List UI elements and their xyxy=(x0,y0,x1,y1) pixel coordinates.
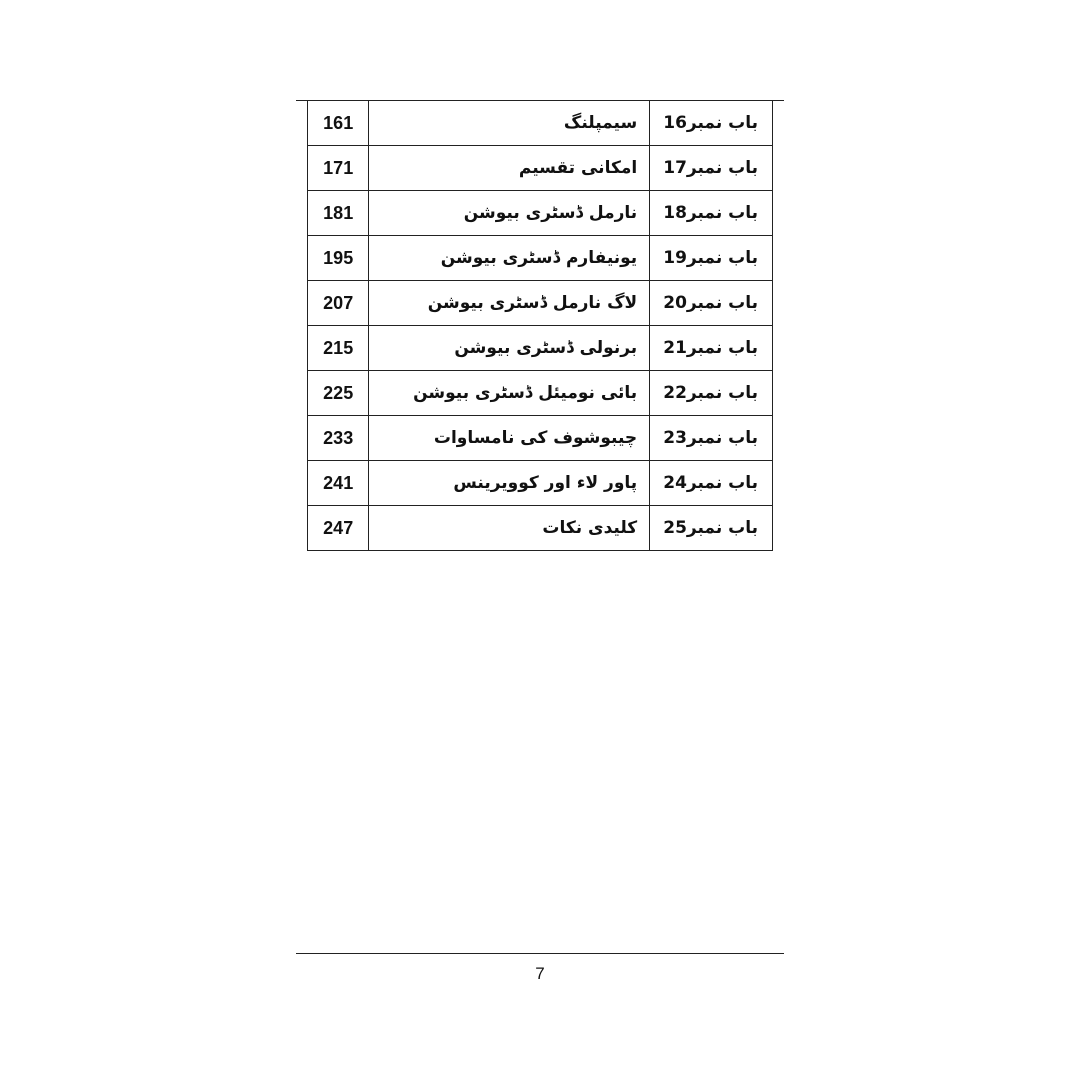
chapter-title-cell: سیمپلنگ xyxy=(369,101,650,146)
table-row xyxy=(308,236,773,281)
page-number-cell: 171 xyxy=(308,146,369,191)
page-number-cell: 161 xyxy=(308,101,369,146)
table-row xyxy=(308,461,773,506)
chapter-title-cell: چیبوشوف کی نامساوات xyxy=(369,416,650,461)
table-row xyxy=(308,326,773,371)
chapter-label-cell: باب نمبر21 xyxy=(650,326,773,371)
page-number-cell: 215 xyxy=(308,326,369,371)
page-number-cell: 233 xyxy=(308,416,369,461)
chapter-title-cell: کلیدی نکات xyxy=(369,506,650,551)
page-number-cell: 181 xyxy=(308,191,369,236)
chapter-title-cell: نارمل ڈسٹری بیوشن xyxy=(369,191,650,236)
chapter-label-cell: باب نمبر25 xyxy=(650,506,773,551)
table-row xyxy=(308,416,773,461)
table-row xyxy=(308,506,773,551)
page-number-cell: 247 xyxy=(308,506,369,551)
page-number-cell: 207 xyxy=(308,281,369,326)
chapter-title-cell: بائی نومیئل ڈسٹری بیوشن xyxy=(369,371,650,416)
table-row xyxy=(308,191,773,236)
footer-rule xyxy=(296,953,784,954)
table-row xyxy=(308,371,773,416)
chapter-title-cell: یونیفارم ڈسٹری بیوشن xyxy=(369,236,650,281)
chapter-label-cell: باب نمبر22 xyxy=(650,371,773,416)
page-number: 7 xyxy=(535,964,545,983)
chapter-label-cell: باب نمبر18 xyxy=(650,191,773,236)
chapter-label-cell: باب نمبر16 xyxy=(650,101,773,146)
chapter-label-cell: باب نمبر19 xyxy=(650,236,773,281)
table-row xyxy=(308,281,773,326)
chapter-label-cell: باب نمبر20 xyxy=(650,281,773,326)
table-of-contents xyxy=(307,100,773,551)
table-row xyxy=(308,146,773,191)
chapter-title-cell: برنولی ڈسٹری بیوشن xyxy=(369,326,650,371)
table-row xyxy=(308,101,773,146)
chapter-label-cell: باب نمبر24 xyxy=(650,461,773,506)
chapter-title-cell: پاور لاء اور کوویرینس xyxy=(369,461,650,506)
page-number-cell: 195 xyxy=(308,236,369,281)
chapter-label-cell: باب نمبر23 xyxy=(650,416,773,461)
page-number-cell: 241 xyxy=(308,461,369,506)
chapter-title-cell: لاگ نارمل ڈسٹری بیوشن xyxy=(369,281,650,326)
chapter-label-cell: باب نمبر17 xyxy=(650,146,773,191)
page-number-cell: 225 xyxy=(308,371,369,416)
chapter-title-cell: امکانی تقسیم xyxy=(369,146,650,191)
